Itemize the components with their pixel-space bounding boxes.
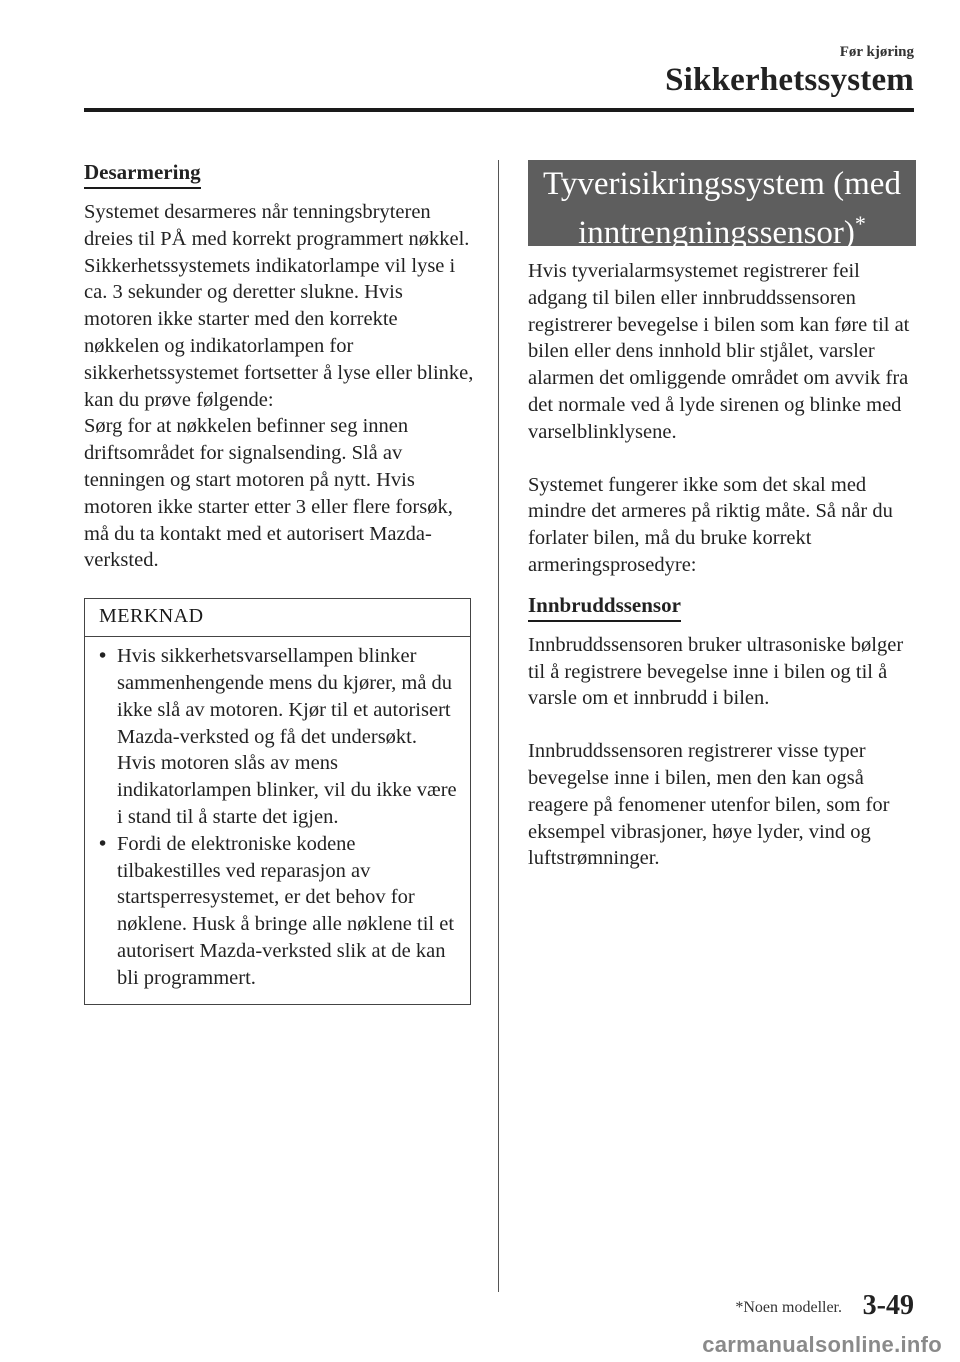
paragraph: Systemet fungerer ikke som det skal med mindre det armeres på riktig måte. Så når du forlater bilen, må du bruke korrekt armeringsprosedyre: — [528, 473, 893, 576]
paragraph: Innbruddssensoren registrerer visse typer bevegelse inne i bilen, men den kan også reagere på fenomener utenfor bilen, som for eksempel vibrasjoner, høye lyder, vind og luftstrømninger. — [528, 740, 890, 870]
section-title-line2 — [528, 204, 916, 253]
paragraph: Innbruddssensoren bruker ultrasoniske bølger til å registrere bevegelse inne i bilen og til å varsle om et innbrudd i bilen. — [528, 633, 904, 710]
section-banner — [528, 160, 916, 251]
watermark: carmanualsonline.info — [702, 1332, 942, 1357]
spacer — [528, 712, 918, 738]
paragraph: Sørg for at nøkkelen befinner seg innen driftsområdet for signalsending. Slå av tenningen og start motoren på nytt. Hvis motoren ikke starter etter 3 eller flere forsøk, må du ta kontakt med et autorisert Mazda-verksted. — [84, 415, 453, 572]
note-list — [85, 637, 470, 1003]
page-title: Sikkerhetssystem — [665, 62, 914, 98]
note-item-text: Hvis sikkerhetsvarsellampen blinker sammenhengende mens du kjører, må du ikke slå av motoren. Kjør til et autorisert Mazda-verksted og få det undersøkt. Hvis motoren slås av mens indikatorlampen blinker, vil du ikke være i stand til å starte det igjen. — [117, 645, 457, 828]
header-rule — [84, 108, 914, 112]
page-number: 3-49 — [862, 1290, 914, 1321]
note-box — [84, 598, 471, 1004]
paragraph: Hvis tyverialarmsystemet registrerer feil adgang til bilen eller innbruddssensoren registrerer bevegelse i bilen som kan føre til at bilen eller dens innhold blir stjålet, varsler alarmen det omliggende området om avvik fra det normale ved å lyde sirenen og blinke med varselblinklysene. — [528, 260, 910, 443]
left-column — [84, 160, 474, 1005]
bullet-icon: • — [99, 832, 107, 855]
section-title-text: inntrengningssensor) — [578, 215, 855, 251]
chapter-label: Før kjøring — [839, 44, 914, 60]
footnote-marker: * — [854, 211, 866, 236]
note-title: MERKNAD — [85, 599, 470, 637]
footnote: *Noen modeller. — [735, 1299, 842, 1316]
subheading-desarmering: Desarmering — [84, 160, 201, 189]
spacer — [528, 446, 918, 472]
section-title-line1: Tyverisikringssystem (med — [543, 166, 901, 202]
note-item — [97, 831, 458, 992]
note-item-text: Fordi de elektroniske kodene tilbakestilles ved reparasjon av startsperresystemet, er det behov for nøklene. Husk å bringe alle nøklene til et autorisert Mazda-verksted slik at de kan bli programmert. — [117, 832, 455, 989]
subheading-innbruddssensor: Innbruddssensor — [528, 593, 681, 622]
paragraph: Systemet desarmeres når tenningsbryteren dreies til PÅ med korrekt programmert nøkkel. Sikkerhetssystemets indikatorlampe vil lyse i ca. 3 sekunder og deretter slukne. Hvis motoren ikke starter med den korrekte nøkkelen og indikatorlampen for sikkerhetssystemet fortsetter å lyse eller blinke, kan du prøve følgende: — [84, 201, 474, 411]
right-column — [528, 258, 918, 872]
bullet-icon: • — [99, 645, 107, 668]
column-divider — [498, 160, 499, 1292]
note-item — [97, 643, 458, 831]
